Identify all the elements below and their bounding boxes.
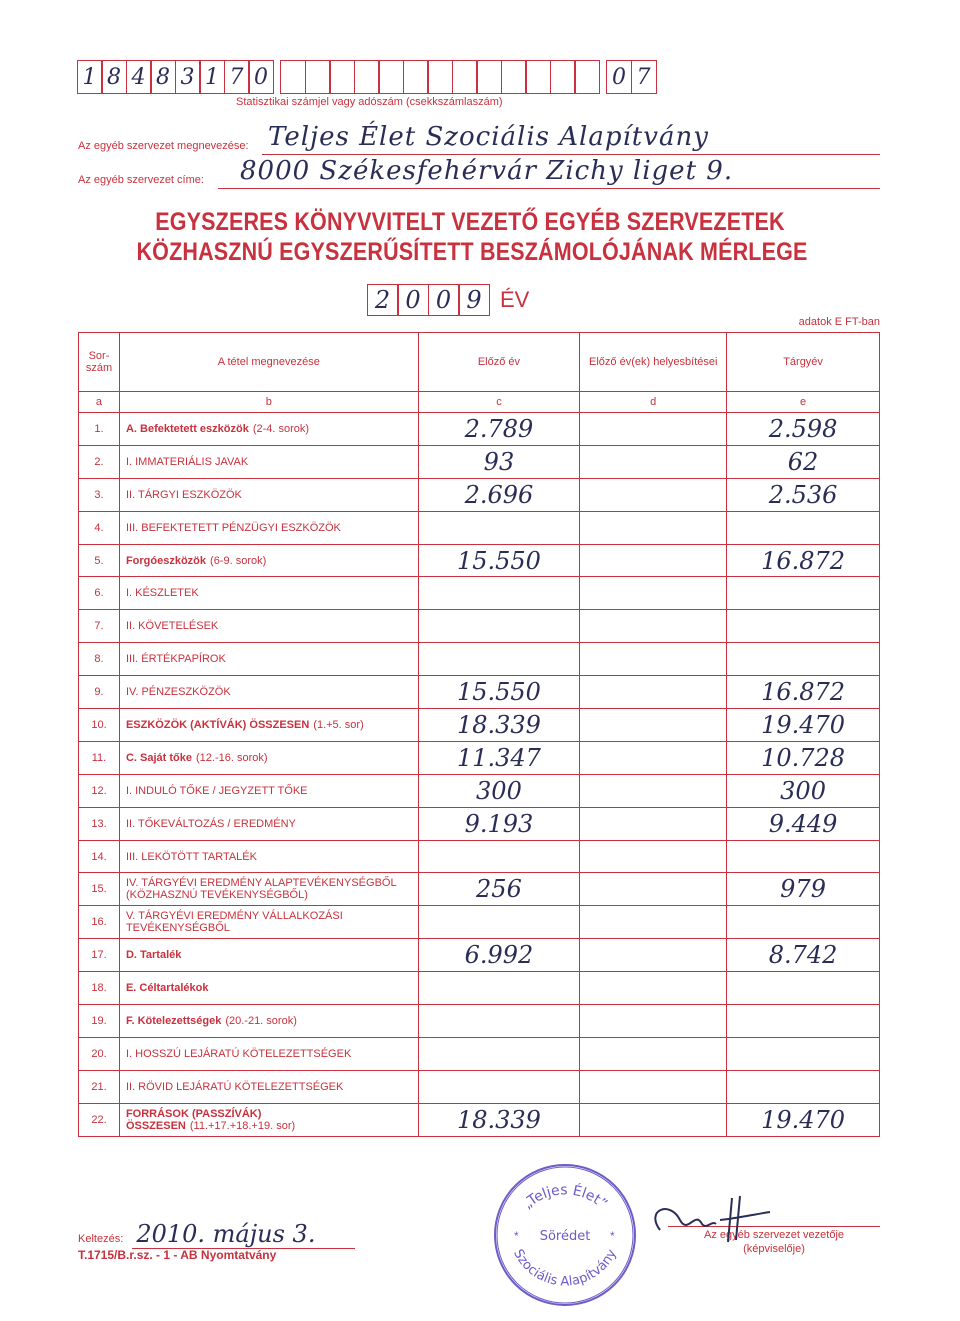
stat-digit-box[interactable]: 0 — [606, 60, 632, 94]
row-number: 4. — [79, 511, 120, 544]
adjustment-cell[interactable] — [580, 807, 727, 840]
table-row — [79, 807, 880, 840]
column-letter: e — [727, 392, 880, 413]
stat-digit-box[interactable] — [501, 60, 527, 94]
form-title-line1: EGYSZERES KÖNYVVITELT VEZETŐ EGYÉB SZERVEZETEK — [155, 208, 785, 236]
row-number: 19. — [79, 1005, 120, 1038]
current-year-cell[interactable] — [727, 1037, 880, 1070]
signature-scribble — [640, 1190, 780, 1250]
row-name: III. ÉRTÉKPAPÍROK — [125, 653, 226, 666]
prev-year-cell[interactable] — [418, 774, 580, 807]
prev-year-cell[interactable] — [418, 873, 580, 906]
prev-year-cell[interactable] — [418, 840, 580, 873]
header-adj: Előző év(ek) helyesbítései — [580, 333, 727, 392]
current-year-value: 2.536 — [768, 480, 838, 509]
current-year-value: 979 — [780, 875, 826, 904]
org-name-line — [262, 154, 880, 155]
current-year-cell[interactable] — [727, 774, 880, 807]
adjustment-cell[interactable] — [580, 709, 727, 742]
prev-year-value: 15.550 — [456, 678, 541, 707]
date-value[interactable]: 2010. május 3. — [132, 1220, 355, 1249]
row-name-cell — [119, 906, 418, 939]
org-name-label: Az egyéb szervezet megnevezése: — [78, 140, 249, 152]
stat-digit-box[interactable] — [280, 60, 306, 94]
stat-digit-box[interactable] — [354, 60, 380, 94]
current-year-cell[interactable] — [727, 643, 880, 676]
current-year-value: 19.470 — [761, 1105, 846, 1134]
prev-year-value: 256 — [476, 875, 522, 904]
stamp-bottom-text: Szociális Alapítvány — [510, 1246, 620, 1290]
row-number: 12. — [79, 774, 120, 807]
stat-digit-box[interactable] — [574, 60, 600, 94]
row-name: V. TÁRGYÉVI EREDMÉNY VÁLLALKOZÁSI TEVÉKENYSÉGBŐL — [125, 910, 343, 935]
adjustment-cell[interactable] — [580, 676, 727, 709]
current-year-cell[interactable] — [727, 1005, 880, 1038]
prev-year-cell[interactable] — [418, 544, 580, 577]
prev-year-value: 300 — [476, 776, 522, 805]
adjustment-cell[interactable] — [580, 774, 727, 807]
row-number: 2. — [79, 445, 120, 478]
current-year-cell[interactable] — [727, 906, 880, 939]
table-row — [79, 445, 880, 478]
prev-year-value: 9.193 — [464, 809, 534, 838]
row-number: 22. — [79, 1103, 120, 1136]
stat-digit-box[interactable]: 1 — [77, 60, 103, 94]
stamp-center-text: Sörédet — [539, 1229, 591, 1244]
adjustment-cell[interactable] — [580, 873, 727, 906]
table-row — [79, 1037, 880, 1070]
prev-year-cell[interactable] — [418, 610, 580, 643]
row-name-cell — [119, 840, 418, 873]
prev-year-cell[interactable] — [418, 676, 580, 709]
table-row — [79, 1005, 880, 1038]
row-note: (12.-16. sorok) — [195, 751, 268, 764]
row-number: 18. — [79, 972, 120, 1005]
adjustment-cell[interactable] — [580, 413, 727, 446]
row-name: I. INDULÓ TŐKE / JEGYZETT TŐKE — [125, 784, 308, 797]
row-name: II. RÖVID LEJÁRATÚ KÖTELEZETTSÉGEK — [125, 1080, 344, 1093]
adjustment-cell[interactable] — [580, 1103, 727, 1136]
row-name: II. TŐKEVÁLTOZÁS / EREDMÉNY — [125, 817, 296, 830]
prev-year-cell[interactable] — [418, 1070, 580, 1103]
org-name-value[interactable]: Teljes Élet Szociális Alapítvány — [268, 122, 709, 152]
stat-digit-box[interactable] — [329, 60, 355, 94]
year-digit-box[interactable]: 2 — [367, 284, 399, 316]
table-row — [79, 676, 880, 709]
header-sor: Sor-szám — [79, 333, 120, 392]
row-number: 7. — [79, 610, 120, 643]
stamp-top-text: „Teljes Élet” — [519, 1182, 611, 1213]
row-name: III. BEFEKTETETT PÉNZÜGYI ESZKÖZÖK — [125, 521, 341, 534]
column-letter: c — [418, 392, 580, 413]
row-name-cell — [119, 577, 418, 610]
row-note: (6-9. sorok) — [210, 554, 267, 567]
stat-digit-box[interactable]: 8 — [150, 60, 176, 94]
table-row — [79, 774, 880, 807]
table-row — [79, 741, 880, 774]
table-header-row — [79, 333, 880, 392]
stat-digit-box[interactable]: 1 — [199, 60, 225, 94]
row-number: 8. — [79, 643, 120, 676]
row-name: D. Tartalék — [125, 949, 182, 962]
table-row — [79, 478, 880, 511]
row-name-cell — [119, 610, 418, 643]
row-name: II. TÁRGYI ESZKÖZÖK — [125, 488, 242, 501]
adjustment-cell[interactable] — [580, 1070, 727, 1103]
stat-digit-box[interactable] — [427, 60, 453, 94]
row-name-cell — [119, 511, 418, 544]
table-row — [79, 873, 880, 906]
current-year-cell[interactable] — [727, 972, 880, 1005]
prev-year-cell[interactable] — [418, 511, 580, 544]
stamp-star-icon: * — [610, 1229, 615, 1243]
current-year-value: 16.872 — [761, 678, 846, 707]
prev-year-cell[interactable] — [418, 1037, 580, 1070]
org-address-value[interactable]: 8000 Székesfehérvár Zichy liget 9. — [240, 156, 734, 186]
table-row — [79, 610, 880, 643]
current-year-cell[interactable] — [727, 1070, 880, 1103]
row-number: 16. — [79, 906, 120, 939]
stat-digit-box[interactable]: 7 — [224, 60, 250, 94]
row-name-cell — [119, 1037, 418, 1070]
stat-number-label: Statisztikai számjel vagy adószám (csekkszámlaszám) — [236, 96, 503, 108]
adjustment-cell[interactable] — [580, 972, 727, 1005]
row-note: (2-4. sorok) — [252, 422, 310, 435]
row-note: (20.-21. sorok) — [225, 1014, 297, 1027]
prev-year-cell[interactable] — [418, 478, 580, 511]
stat-digit-box[interactable]: 3 — [175, 60, 201, 94]
row-name-cell — [119, 1070, 418, 1103]
row-name-cell — [119, 643, 418, 676]
current-year-value: 300 — [780, 776, 826, 805]
row-name: E. Céltartalékok — [125, 982, 209, 995]
stat-digit-box[interactable]: 8 — [101, 60, 127, 94]
stamp-star-icon: * — [514, 1229, 519, 1243]
prev-year-value: 18.339 — [456, 1105, 541, 1134]
prev-year-cell[interactable] — [418, 643, 580, 676]
row-name-cell — [119, 807, 418, 840]
table-row — [79, 544, 880, 577]
table-row — [79, 643, 880, 676]
row-name-cell — [119, 709, 418, 742]
table-row — [79, 972, 880, 1005]
row-name-cell — [119, 478, 418, 511]
row-number: 9. — [79, 676, 120, 709]
row-number: 6. — [79, 577, 120, 610]
current-year-cell[interactable] — [727, 577, 880, 610]
stat-number-boxes — [78, 60, 657, 94]
current-year-cell[interactable] — [727, 709, 880, 742]
table-row — [79, 1070, 880, 1103]
row-note: (11.+17.+18.+19. sor) — [189, 1119, 296, 1132]
column-letter: b — [119, 392, 418, 413]
current-year-value: 9.449 — [768, 809, 838, 838]
row-name: I. HOSSZÚ LEJÁRATÚ KÖTELEZETTSÉGEK — [125, 1047, 352, 1060]
row-name-cell — [119, 939, 418, 972]
row-name: I. IMMATERIÁLIS JAVAK — [125, 455, 249, 468]
table-row — [79, 413, 880, 446]
current-year-cell[interactable] — [727, 676, 880, 709]
prev-year-cell[interactable] — [418, 741, 580, 774]
org-address-line — [218, 188, 880, 189]
current-year-cell[interactable] — [727, 544, 880, 577]
current-year-cell[interactable] — [727, 939, 880, 972]
row-name-cell — [119, 1103, 418, 1136]
table-row — [79, 577, 880, 610]
adjustment-cell[interactable] — [580, 478, 727, 511]
row-name-cell — [119, 676, 418, 709]
prev-year-cell[interactable] — [418, 939, 580, 972]
current-year-cell[interactable] — [727, 873, 880, 906]
year-digit-box[interactable]: 0 — [397, 284, 429, 316]
year-suffix: ÉV — [500, 287, 530, 312]
stat-digit-box[interactable] — [525, 60, 551, 94]
year-field — [368, 284, 529, 316]
stat-digit-box[interactable] — [305, 60, 331, 94]
row-name: II. KÖVETELÉSEK — [125, 620, 219, 633]
date-field — [78, 1220, 355, 1248]
prev-year-cell[interactable] — [418, 807, 580, 840]
signature-label-line1: Az egyéb szervezet vezetője — [703, 1229, 845, 1241]
row-number: 3. — [79, 478, 120, 511]
row-name: Forgóeszközök — [125, 554, 207, 567]
row-name: ESZKÖZÖK (AKTÍVÁK) ÖSSZESEN — [125, 718, 310, 731]
current-year-value: 62 — [787, 447, 819, 476]
row-number: 20. — [79, 1037, 120, 1070]
current-year-value: 10.728 — [761, 743, 846, 772]
prev-year-value: 2.789 — [464, 414, 534, 443]
prev-year-value: 18.339 — [456, 710, 541, 739]
stat-digit-box[interactable]: 0 — [248, 60, 274, 94]
current-year-value: 19.470 — [761, 710, 846, 739]
prev-year-value: 6.992 — [464, 941, 534, 970]
prev-year-cell[interactable] — [418, 413, 580, 446]
row-note: (1.+5. sor) — [313, 718, 364, 731]
row-number: 17. — [79, 939, 120, 972]
adjustment-cell[interactable] — [580, 1005, 727, 1038]
units-note: adatok E FT-ban — [798, 316, 880, 328]
row-name-cell — [119, 873, 418, 906]
current-year-cell[interactable] — [727, 413, 880, 446]
adjustment-cell[interactable] — [580, 511, 727, 544]
header-name: A tétel megnevezése — [119, 333, 418, 392]
year-digit-box[interactable]: 9 — [458, 284, 490, 316]
row-name-cell — [119, 544, 418, 577]
balance-sheet-table — [78, 332, 880, 1137]
current-year-value: 8.742 — [768, 941, 838, 970]
column-letter-row — [79, 392, 880, 413]
row-name: A. Befektetett eszközök — [125, 422, 249, 435]
prev-year-cell[interactable] — [418, 906, 580, 939]
current-year-value: 2.598 — [768, 414, 838, 443]
prev-year-cell[interactable] — [418, 445, 580, 478]
row-number: 11. — [79, 741, 120, 774]
stat-digit-box[interactable] — [476, 60, 502, 94]
adjustment-cell[interactable] — [580, 610, 727, 643]
signature-label-line2: (képviselője) — [743, 1243, 805, 1255]
stat-digit-box[interactable] — [452, 60, 478, 94]
prev-year-cell[interactable] — [418, 709, 580, 742]
prev-year-cell[interactable] — [418, 1103, 580, 1136]
adjustment-cell[interactable] — [580, 445, 727, 478]
row-number: 21. — [79, 1070, 120, 1103]
adjustment-cell[interactable] — [580, 1037, 727, 1070]
prev-year-value: 93 — [483, 447, 515, 476]
row-number: 1. — [79, 413, 120, 446]
row-name-cell — [119, 972, 418, 1005]
row-name: IV. PÉNZESZKÖZÖK — [125, 686, 231, 699]
table-row — [79, 511, 880, 544]
table-row — [79, 939, 880, 972]
current-year-cell[interactable] — [727, 741, 880, 774]
stat-digit-box[interactable]: 7 — [631, 60, 657, 94]
column-letter: a — [79, 392, 120, 413]
row-name-cell — [119, 445, 418, 478]
adjustment-cell[interactable] — [580, 741, 727, 774]
current-year-cell[interactable] — [727, 445, 880, 478]
prev-year-value: 15.550 — [456, 546, 541, 575]
adjustment-cell[interactable] — [580, 643, 727, 676]
adjustment-cell[interactable] — [580, 906, 727, 939]
row-name: F. Kötelezettségek — [125, 1014, 222, 1027]
table-row — [79, 840, 880, 873]
form-title-line2: KÖZHASZNÚ EGYSZERŰSÍTETT BESZÁMOLÓJÁNAK MÉRLEGE — [136, 238, 808, 266]
header-prev: Előző év — [418, 333, 580, 392]
year-digit-box[interactable]: 0 — [428, 284, 460, 316]
row-name: FORRÁSOK (PASSZÍVÁK) ÖSSZESEN — [125, 1107, 262, 1132]
row-name-cell — [119, 413, 418, 446]
row-number: 10. — [79, 709, 120, 742]
prev-year-cell[interactable] — [418, 972, 580, 1005]
column-letter: d — [580, 392, 727, 413]
row-name: IV. TÁRGYÉVI EREDMÉNY ALAPTEVÉKENYSÉGBŐL (KÖZHASZNÚ TEVÉKENYSÉGBŐL) — [125, 877, 397, 902]
stat-digit-box[interactable] — [378, 60, 404, 94]
adjustment-cell[interactable] — [580, 939, 727, 972]
row-name-cell — [119, 1005, 418, 1038]
organization-stamp — [490, 1160, 640, 1310]
row-number: 5. — [79, 544, 120, 577]
row-number: 14. — [79, 840, 120, 873]
adjustment-cell[interactable] — [580, 840, 727, 873]
current-year-cell[interactable] — [727, 1103, 880, 1136]
date-label: Keltezés: — [78, 1233, 124, 1245]
stat-digit-box[interactable]: 4 — [126, 60, 152, 94]
current-year-cell[interactable] — [727, 478, 880, 511]
prev-year-cell[interactable] — [418, 1005, 580, 1038]
current-year-cell[interactable] — [727, 840, 880, 873]
form-code: T.1715/B.r.sz. - 1 - AB Nyomtatvány — [78, 1248, 277, 1262]
current-year-cell[interactable] — [727, 511, 880, 544]
current-year-cell[interactable] — [727, 610, 880, 643]
row-name: I. KÉSZLETEK — [125, 587, 199, 600]
current-year-cell[interactable] — [727, 807, 880, 840]
prev-year-value: 2.696 — [464, 480, 534, 509]
row-name-cell — [119, 774, 418, 807]
current-year-value: 16.872 — [761, 546, 846, 575]
row-name: III. LEKÖTÖTT TARTALÉK — [125, 850, 257, 863]
adjustment-cell[interactable] — [580, 544, 727, 577]
prev-year-value: 11.347 — [456, 743, 541, 772]
row-name: C. Saját tőke — [125, 751, 192, 764]
table-row — [79, 709, 880, 742]
adjustment-cell[interactable] — [580, 577, 727, 610]
stat-digit-box[interactable] — [403, 60, 429, 94]
org-address-label: Az egyéb szervezet címe: — [78, 174, 204, 186]
row-name-cell — [119, 741, 418, 774]
header-curr: Tárgyév — [727, 333, 880, 392]
row-number: 15. — [79, 873, 120, 906]
table-row — [79, 906, 880, 939]
table-row — [79, 1103, 880, 1136]
stat-digit-box[interactable] — [550, 60, 576, 94]
prev-year-cell[interactable] — [418, 577, 580, 610]
row-number: 13. — [79, 807, 120, 840]
